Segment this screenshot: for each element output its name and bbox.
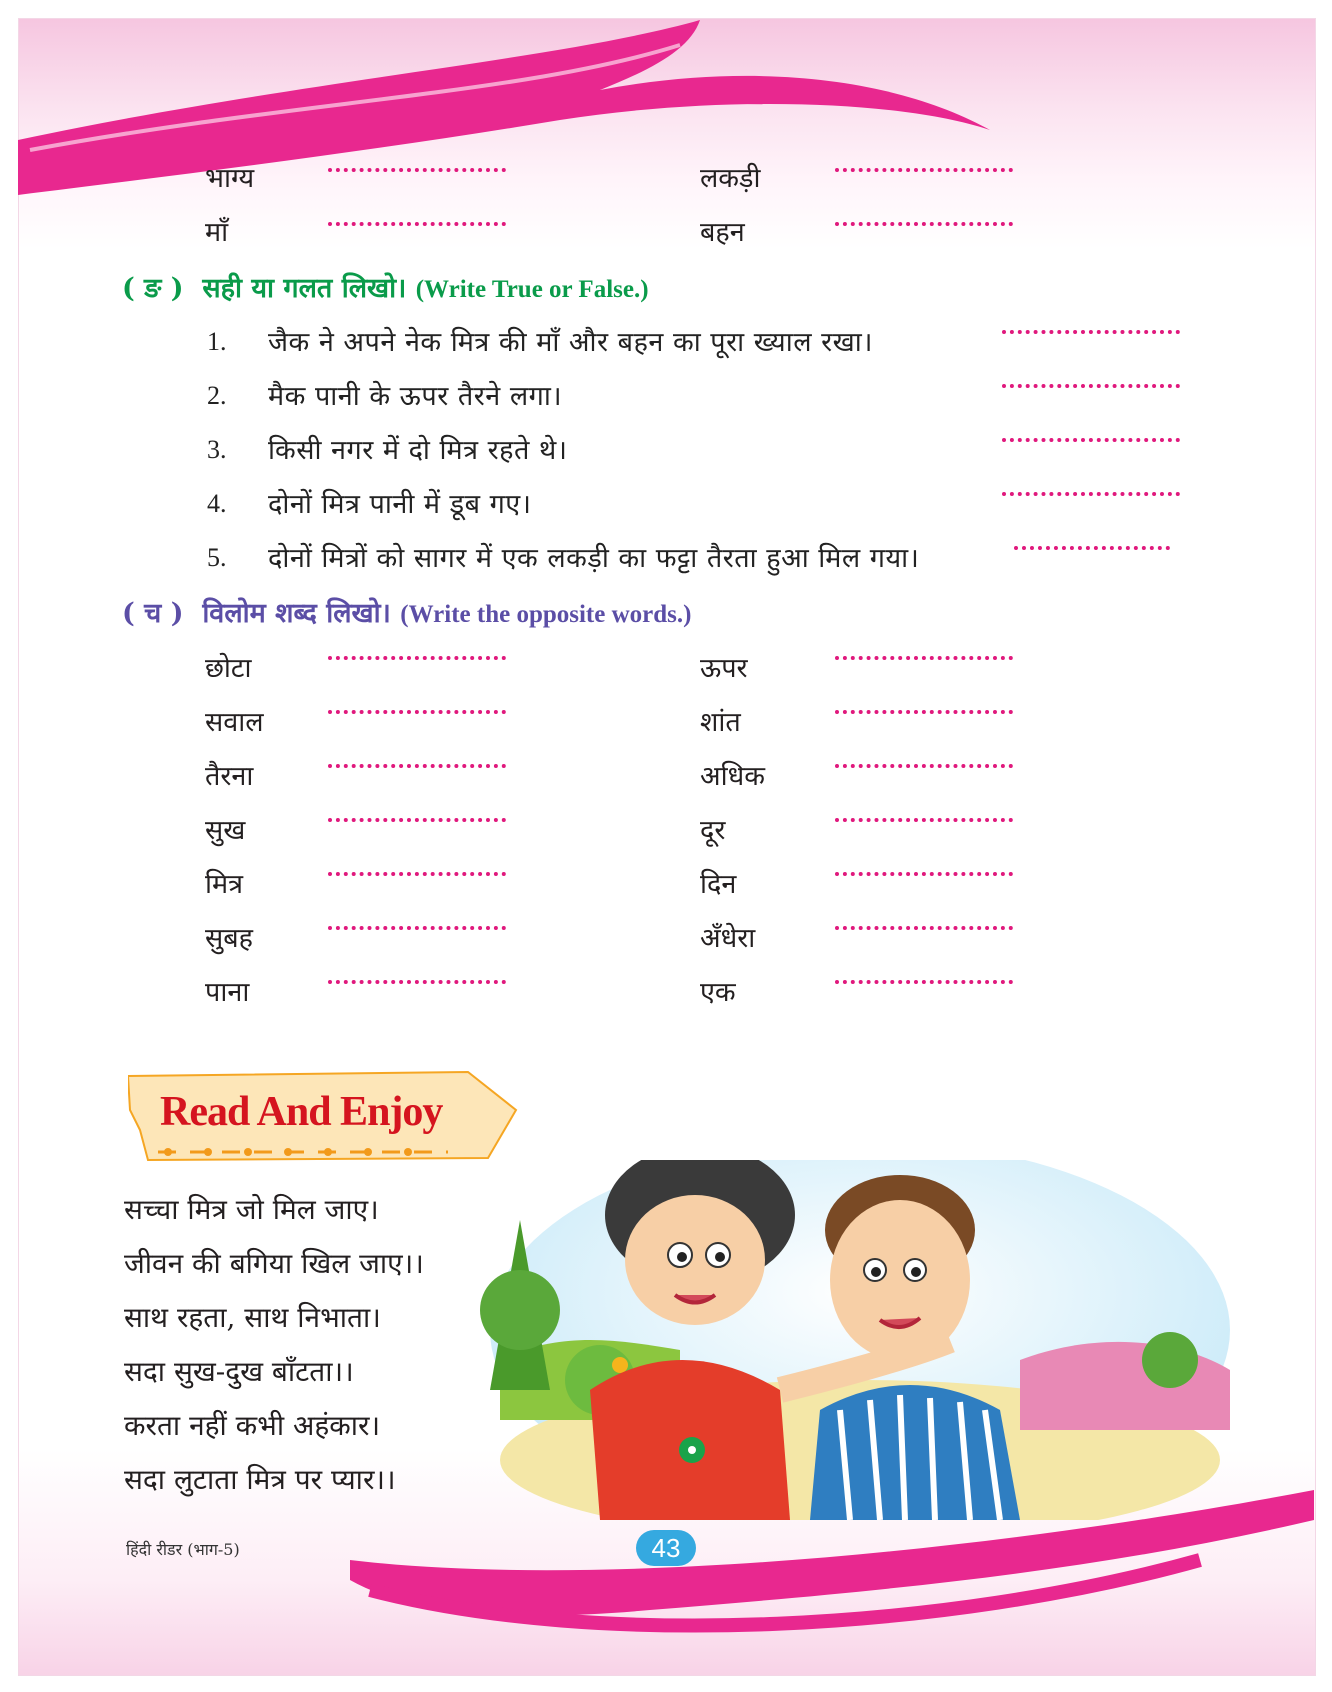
top-swoosh-decoration: [0, 0, 1332, 220]
section-e-heading: [122, 268, 649, 305]
answer-line: [835, 818, 1013, 822]
word-left: छोटा: [205, 653, 252, 684]
item-number: 4.: [207, 489, 227, 518]
word-right: अधिक: [700, 761, 765, 792]
word-right: दिन: [700, 869, 737, 900]
answer-line: [835, 656, 1013, 660]
poem-line: जीवन की बगिया खिल जाए।।: [124, 1247, 424, 1280]
page-number: 43: [636, 1530, 696, 1566]
item-number: 2.: [207, 381, 227, 410]
answer-line: [1002, 384, 1180, 388]
word-right: शांत: [700, 707, 741, 738]
answer-line: [328, 710, 506, 714]
word-left: माँ: [205, 217, 229, 248]
word-left: पाना: [205, 977, 250, 1008]
answer-line: [835, 872, 1013, 876]
bottom-swoosh-decoration: [0, 1480, 1332, 1692]
word-left: सवाल: [205, 707, 264, 738]
poem-line: करता नहीं कभी अहंकार।: [124, 1409, 381, 1442]
poem-line: सदा सुख-दुख बाँटता।।: [124, 1355, 354, 1388]
answer-line: [1002, 438, 1180, 442]
word-right: बहन: [700, 217, 745, 248]
section-title-hindi: विलोम शब्द लिखो।: [202, 598, 391, 629]
word-right: दूर: [700, 815, 726, 846]
answer-line: [328, 656, 506, 660]
answer-line: [835, 710, 1013, 714]
word-left: भाग्य: [205, 163, 255, 194]
answer-line: [835, 222, 1013, 226]
answer-line: [835, 764, 1013, 768]
item-number: 3.: [207, 435, 227, 464]
item-text: दोनों मित्रों को सागर में एक लकड़ी का फट्टा तैरता हुआ मिल गया।: [268, 543, 920, 574]
answer-line: [1014, 546, 1170, 550]
answer-line: [328, 980, 506, 984]
answer-line: [328, 222, 506, 226]
answer-line: [328, 764, 506, 768]
item-text: किसी नगर में दो मित्र रहते थे।: [268, 435, 568, 466]
word-left: मित्र: [205, 869, 244, 900]
item-text: मैक पानी के ऊपर तैरने लगा।: [268, 381, 563, 412]
answer-line: [835, 926, 1013, 930]
word-right: अँधेरा: [700, 923, 756, 954]
section-title-english: (Write the opposite words.): [400, 601, 692, 628]
word-left: तैरना: [205, 761, 254, 792]
section-title-english: (Write True or False.): [415, 276, 649, 303]
section-ch-heading: [122, 593, 691, 630]
answer-line: [835, 168, 1013, 172]
banner-title: Read And Enjoy: [160, 1089, 443, 1135]
item-text: जैक ने अपने नेक मित्र की माँ और बहन का पूरा ख्याल रखा।: [268, 327, 873, 358]
word-right: एक: [700, 977, 736, 1008]
word-right: लकड़ी: [700, 163, 761, 194]
section-marker: ( ङ ): [122, 273, 184, 304]
word-left: सुख: [205, 815, 246, 846]
word-left: सुबह: [205, 923, 254, 954]
answer-line: [328, 168, 506, 172]
poem-line: सच्चा मित्र जो मिल जाए।: [124, 1193, 379, 1226]
two-friends-illustration: [480, 1160, 1240, 1520]
poem-line: साथ रहता, साथ निभाता।: [124, 1301, 381, 1334]
section-marker: ( च ): [122, 598, 184, 629]
answer-line: [328, 926, 506, 930]
answer-line: [835, 980, 1013, 984]
item-text: दोनों मित्र पानी में डूब गए।: [268, 489, 532, 520]
section-title-hindi: सही या गलत लिखो।: [202, 273, 407, 304]
book-title: हिंदी रीडर (भाग-5): [126, 1540, 240, 1559]
answer-line: [1002, 492, 1180, 496]
poem-line: सदा लुटाता मित्र पर प्यार।।: [124, 1463, 396, 1496]
answer-line: [1002, 330, 1180, 334]
answer-line: [328, 872, 506, 876]
item-number: 5.: [207, 543, 227, 572]
item-number: 1.: [207, 327, 227, 356]
answer-line: [328, 818, 506, 822]
word-right: ऊपर: [700, 653, 748, 684]
